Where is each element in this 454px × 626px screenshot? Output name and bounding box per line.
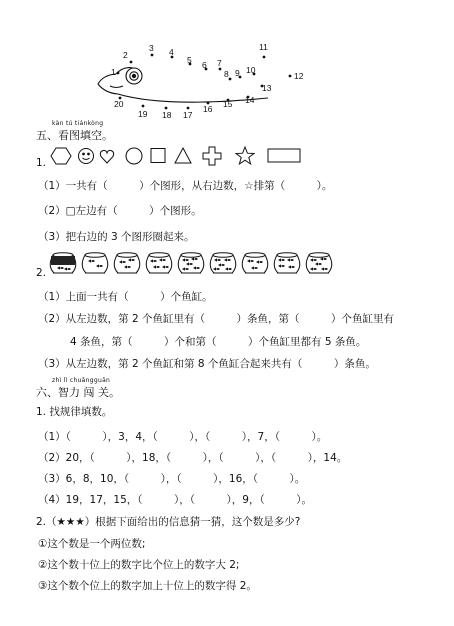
dot-number-9: 9 [235,68,240,78]
dot-number-13: 13 [262,83,272,93]
section6-q1-line-1: （1）（ ），3，4，（ ），（ ），7，（ ）。 [38,431,328,443]
dot-to-dot-fish-picture [0,0,454,130]
section5-q2-number: 2. [36,267,47,279]
dot-17 [187,107,190,110]
fish-bowl-2 [82,253,108,273]
section6-q1-line-2: （2）20，（ ），18，（ ），（ ），（ ），14。 [38,452,348,464]
section5-q1-number: 1. [36,157,47,169]
dot-number-15: 15 [223,99,233,109]
section6-title: 六、智力 闯 关。 [36,386,120,399]
dot-number-2: 2 [123,50,128,60]
dot-number-16: 16 [203,104,213,114]
dot-18 [165,107,168,110]
section6-q2-title: 2.（★★★）根据下面给出的信息猜一猜，这个数是多少? [36,516,301,528]
dot-number-17: 17 [183,110,193,120]
dot-11 [263,56,266,59]
triangle-shape [175,148,191,163]
fish-bowl-3 [114,253,140,273]
section5-q2-line-2: （2）从左边数，第 2 个鱼缸里有（ ）条鱼，第（ ）个鱼缸里有 [38,313,395,325]
section5-q2-line-1: （1）上面一共有（ ）个鱼缸。 [38,291,213,303]
fish-bowl-9 [306,253,332,273]
shape-row [46,145,306,167]
dot-number-1: 1 [111,67,116,77]
section5-q2-line-3: 4 条鱼，第（ ）个和第（ ）个鱼缸里都有 5 条鱼。 [70,336,367,348]
dot-number-7: 7 [217,58,222,68]
hexagon-shape [51,148,71,164]
heart-shape [100,150,113,163]
cross-shape [203,147,221,165]
dot-number-8: 8 [224,69,229,79]
star-shape [236,147,254,164]
dot-8 [229,78,232,81]
circle-shape [126,148,142,164]
section6-q2-clue-2: ②这个数十位上的数字比个位上的数字大 2; [38,559,240,571]
fish-bowl-5 [178,253,204,273]
dot-number-10: 10 [246,65,256,75]
section5-q1-line-1: （1）一共有（ ）个图形，从右边数，☆排第（ ）。 [38,180,333,192]
section6-q2-clue-1: ①这个数是一个两位数; [38,538,146,550]
dot-number-14: 14 [245,95,255,105]
dot-number-6: 6 [202,60,207,70]
dot-1 [117,72,120,75]
dot-number-11: 11 [259,42,268,52]
smiley-face-shape [79,149,94,164]
section6-q2-clue-3: ③这个数个位上的数字加上十位上的数字得 2。 [38,580,257,592]
section5-pinyin: kàn tú tiánkòng [52,120,104,127]
fish-eye-pupil [132,74,136,78]
section6-q1-title: 1. 找规律填数。 [36,406,113,418]
section6-q1-line-4: （4）19，17，15，（ ），（ ），9，（ ）。 [38,494,312,506]
dot-12 [289,75,292,78]
dot-3 [151,54,154,57]
dot-number-3: 3 [149,43,154,53]
dot-number-5: 5 [187,55,192,65]
fish-bowl-7 [242,253,268,273]
section6-pinyin: zhì lì chuǎngguān [52,377,111,384]
fish-bowl-6 [210,253,236,273]
dot-2 [130,61,133,64]
fish-back-outline [98,74,268,102]
dot-number-20: 20 [114,99,124,109]
section5-q2-line-4: （3）从左边数，第 2 个鱼缸和第 8 个鱼缸合起来共有（ ）条鱼。 [38,358,376,370]
dot-19 [142,105,145,108]
dot-number-4: 4 [169,47,174,57]
fish-bowl-1 [50,253,76,273]
fish-bowl-4 [146,253,172,273]
dot-number-18: 18 [162,110,172,120]
dot-number-19: 19 [138,109,148,119]
section6-q1-line-3: （3）6，8，10，（ ），（ ），16，（ ）。 [38,473,306,485]
fish-mouth [110,86,123,88]
fish-bowl-row [48,249,338,277]
dot-7 [219,68,222,71]
fish-bowl-8 [274,253,300,273]
section5-title: 五、看图填空。 [36,129,113,142]
section5-q1-line-3: （3）把右边的 3 个图形圈起来。 [38,231,195,243]
section5-q1-line-2: （2）□左边有（ ）个图形。 [38,205,202,217]
rectangle-shape [268,149,300,162]
square-shape [151,149,165,163]
dot-number-12: 12 [294,71,304,81]
